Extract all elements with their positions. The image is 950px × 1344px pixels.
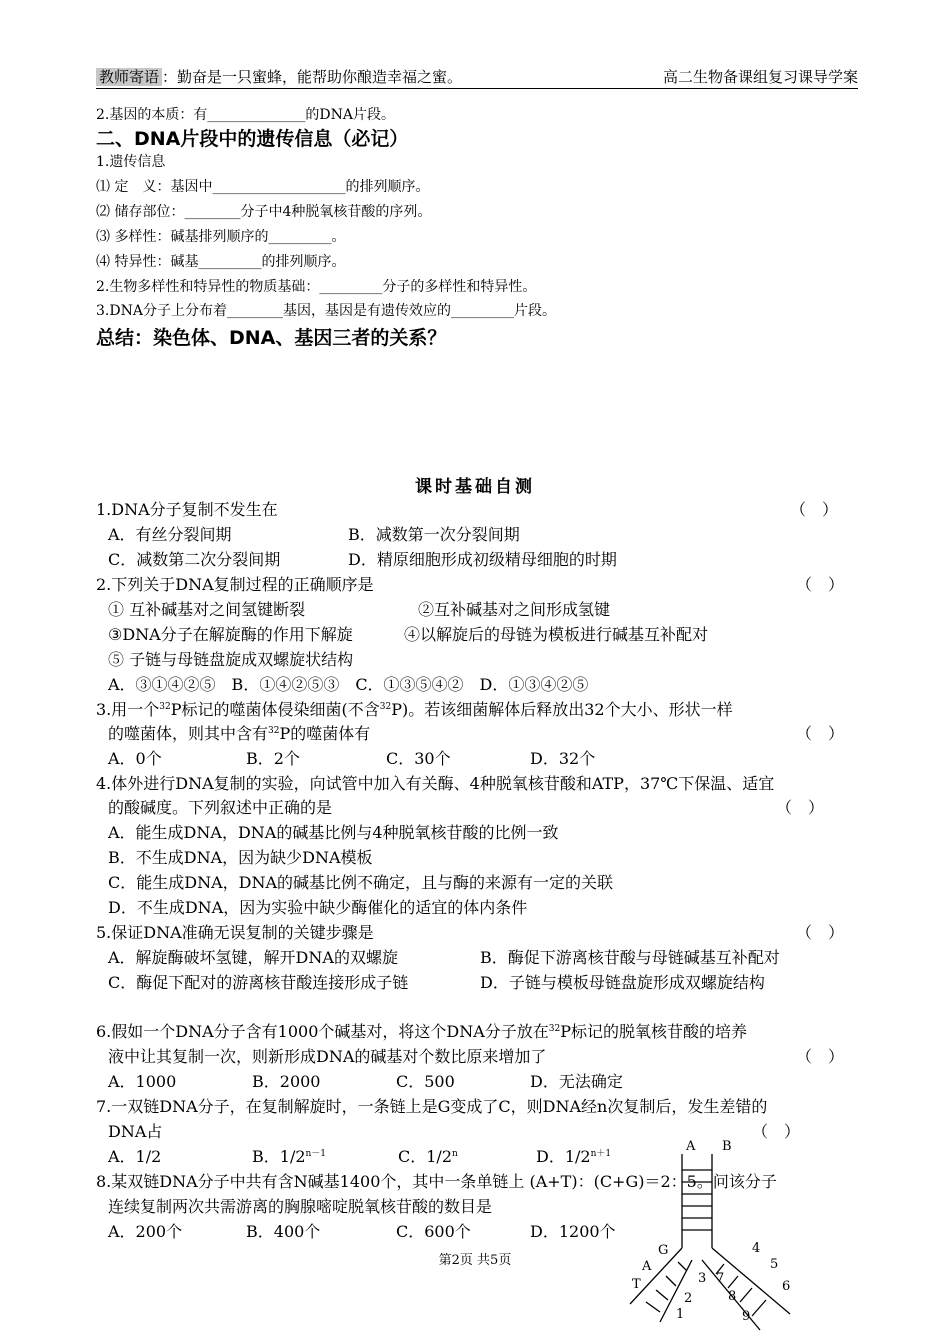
q3-option-d: D．32个 (530, 749, 596, 768)
q3-stem: 3.用一个$^{32}$P标记的噬菌体侵染细菌(不含$^{32}$P)。若该细菌解体后释放出32个大小、形状一样 (96, 700, 733, 719)
q8-stem-line-2: 连续复制两次共需游离的胸腺嘧啶脱氧核苷酸的数目是 (108, 1197, 493, 1216)
q8-option-d: D．1200个 (530, 1222, 616, 1241)
number-label-7: 7 (716, 1271, 725, 1286)
number-label-8: 8 (728, 1289, 737, 1304)
q1-option-d: D．精原细胞形成初级精母细胞的时期 (348, 550, 617, 569)
q6-stem-line-2: 液中让其复制一次，则新形成DNA的碱基对个数比原来增加了 (108, 1047, 547, 1066)
right-pair-rung (728, 1276, 738, 1288)
q1-option-c: C．减数第二次分裂间期 (108, 550, 281, 569)
number-label-9: 9 (742, 1309, 751, 1324)
q6-option-d: D．无法确定 (530, 1072, 623, 1091)
q3-option-a: A．0个 (108, 749, 162, 768)
q2-step-4: ④以解旋后的母链为模板进行碱基互补配对 (404, 625, 709, 644)
q5-option-c: C．酶促下配对的游离核苷酸连接形成子链 (108, 973, 409, 992)
q8-option-b: B．400个 (246, 1222, 321, 1241)
course-name: 高二生物备课组复习课导学案 (662, 68, 858, 86)
left-pair-rung (666, 1276, 676, 1286)
q7-stem-line-2: DNA占 (108, 1122, 163, 1141)
page-number: 第2页 共5页 (438, 1253, 512, 1268)
q6-answer-blank: （ ） (796, 1047, 845, 1066)
q6-option-c: C．500 (396, 1072, 455, 1091)
number-label-2: 2 (684, 1291, 693, 1306)
info-line-6: 2.生物多样性和特异性的物质基础：_________分子的多样性和特异性。 (96, 279, 537, 295)
summary-heading: 总结：染色体、DNA、基因三者的关系？ (96, 327, 447, 349)
left-pair-rung (656, 1290, 668, 1300)
q3-option-b: B．2个 (246, 749, 300, 768)
page-header (96, 64, 858, 89)
section-heading: 二、DNA片段中的遗传信息（必记） (96, 128, 409, 150)
info-line-2: ⑴ 定 义：基因中___________________的排列顺序。 (96, 179, 430, 195)
q4-option-c: C．能生成DNA，DNA的碱基比例不确定，且与酶的来源有一定的关联 (108, 873, 614, 892)
q1-option-a: A．有丝分裂间期 (108, 525, 232, 544)
info-line-7: 3.DNA分子上分布着________基因，基因是有遗传效应的_________片段。 (96, 303, 556, 319)
q8-option-c: C．600个 (396, 1222, 471, 1241)
right-pair-rung (752, 1300, 766, 1316)
q1-answer-blank: （ ） (790, 500, 839, 519)
q3-answer-blank: （ ） (796, 724, 845, 743)
q2-step-3: ③DNA分子在解旋酶的作用下解旋 (108, 625, 353, 644)
q5-stem: 5.保证DNA准确无误复制的关键步骤是 (96, 923, 374, 942)
q4-option-d: D．不生成DNA，因为实验中缺少酶催化的适宜的体内条件 (108, 898, 528, 917)
q5-option-a: A．解旋酶破坏氢键，解开DNA的双螺旋 (108, 948, 398, 967)
teacher-tag: 教师寄语 (96, 68, 162, 86)
q5-answer-blank: （ ） (796, 923, 845, 942)
q4-answer-blank: （ ） (776, 798, 825, 817)
number-label-1: 1 (676, 1307, 685, 1322)
q4-option-a: A．能生成DNA，DNA的碱基比例与4种脱氧核苷酸的比例一致 (108, 823, 559, 842)
q4-option-b: B．不生成DNA，因为缺少DNA模板 (108, 848, 373, 867)
motto-text: ：勤奋是一只蜜蜂，能帮助你酿造幸福之蜜。 (162, 68, 463, 86)
q6-option-b: B．2000 (252, 1072, 321, 1091)
q7-option-b: B．$1/2^{n-1}$ (252, 1147, 327, 1166)
info-line-1: 1.遗传信息 (96, 154, 166, 170)
q6-option-a: A．1000 (108, 1072, 177, 1091)
number-label-6: 6 (782, 1279, 791, 1294)
q2-stem: 2.下列关于DNA复制过程的正确顺序是 (96, 575, 374, 594)
strand-label-b: B (722, 1139, 732, 1154)
q6-stem: 6.假如一个DNA分子含有1000个碱基对，将这个DNA分子放在$^{32}$P标记的脱氧核苷酸的培养 (96, 1022, 747, 1041)
number-label-3: 3 (698, 1271, 707, 1286)
q2-step-2: ②互补碱基对之间形成氢键 (418, 600, 611, 619)
info-line-4: ⑶ 多样性：碱基排列顺序的_________。 (96, 229, 346, 245)
dna-replication-diagram (620, 1136, 820, 1336)
q7-option-d: D．$1/2^{n+1}$ (536, 1147, 612, 1166)
teacher-motto (96, 66, 462, 87)
q5-option-b: B．酶促下游离核苷酸与母链碱基互补配对 (480, 948, 780, 967)
self-test-title: 课时基础自测 (415, 477, 535, 497)
q4-stem: 4.体外进行DNA复制的实验，向试管中加入有关酶、4种脱氧核苷酸和ATP，37℃下保温、适宜 (96, 774, 775, 793)
base-label-t: T (632, 1277, 641, 1292)
gene-essence-line: 2.基因的本质：有______________的DNA片段。 (96, 107, 395, 123)
number-label-5: 5 (770, 1257, 779, 1272)
q1-option-b: B．减数第一次分裂间期 (348, 525, 520, 544)
info-line-3: ⑵ 储存部位：________分子中4种脱氧核苷酸的序列。 (96, 204, 432, 220)
strand-label-a: A (686, 1139, 696, 1154)
left-pair-rung (646, 1302, 660, 1312)
q8-stem: 8.某双链DNA分子中共有含N碱基1400个，其中一条单链上 (A+T)：(C+G)＝2：5。问该分子 (96, 1172, 777, 1191)
q2-answer-blank: （ ） (796, 575, 845, 594)
number-label-4: 4 (752, 1241, 761, 1256)
q7-answer-blank: （ ） (752, 1122, 801, 1141)
q7-option-c: C．1/2$^n$ (398, 1147, 458, 1166)
base-label-g: G (658, 1243, 669, 1258)
q3-option-c: C．30个 (386, 749, 451, 768)
info-line-5: ⑷ 特异性：碱基_________的排列顺序。 (96, 254, 346, 270)
q2-options: A．③①④②⑤ B．①④②⑤③ C．①③⑤④② D．①③④②⑤ (108, 675, 589, 694)
q7-option-a: A．1/2 (108, 1147, 162, 1166)
right-pair-rung (740, 1288, 752, 1302)
q2-step-1: ① 互补碱基对之间氢键断裂 (108, 600, 306, 619)
q1-stem: 1.DNA分子复制不发生在 (96, 500, 278, 519)
q8-option-a: A．200个 (108, 1222, 183, 1241)
q3-stem-line-2: 的噬菌体，则其中含有$^{32}$P的噬菌体有 (108, 724, 371, 743)
base-label-a: A (642, 1259, 652, 1274)
q7-stem: 7.一双链DNA分子，在复制解旋时，一条链上是G变成了C，则DNA经n次复制后，发生差错的 (96, 1097, 768, 1116)
q5-option-d: D．子链与模板母链盘旋形成双螺旋结构 (480, 973, 765, 992)
q4-stem-line-2: 的酸碱度。下列叙述中正确的是 (108, 798, 333, 817)
q2-step-5: ⑤ 子链与母链盘旋成双螺旋状结构 (108, 650, 354, 669)
